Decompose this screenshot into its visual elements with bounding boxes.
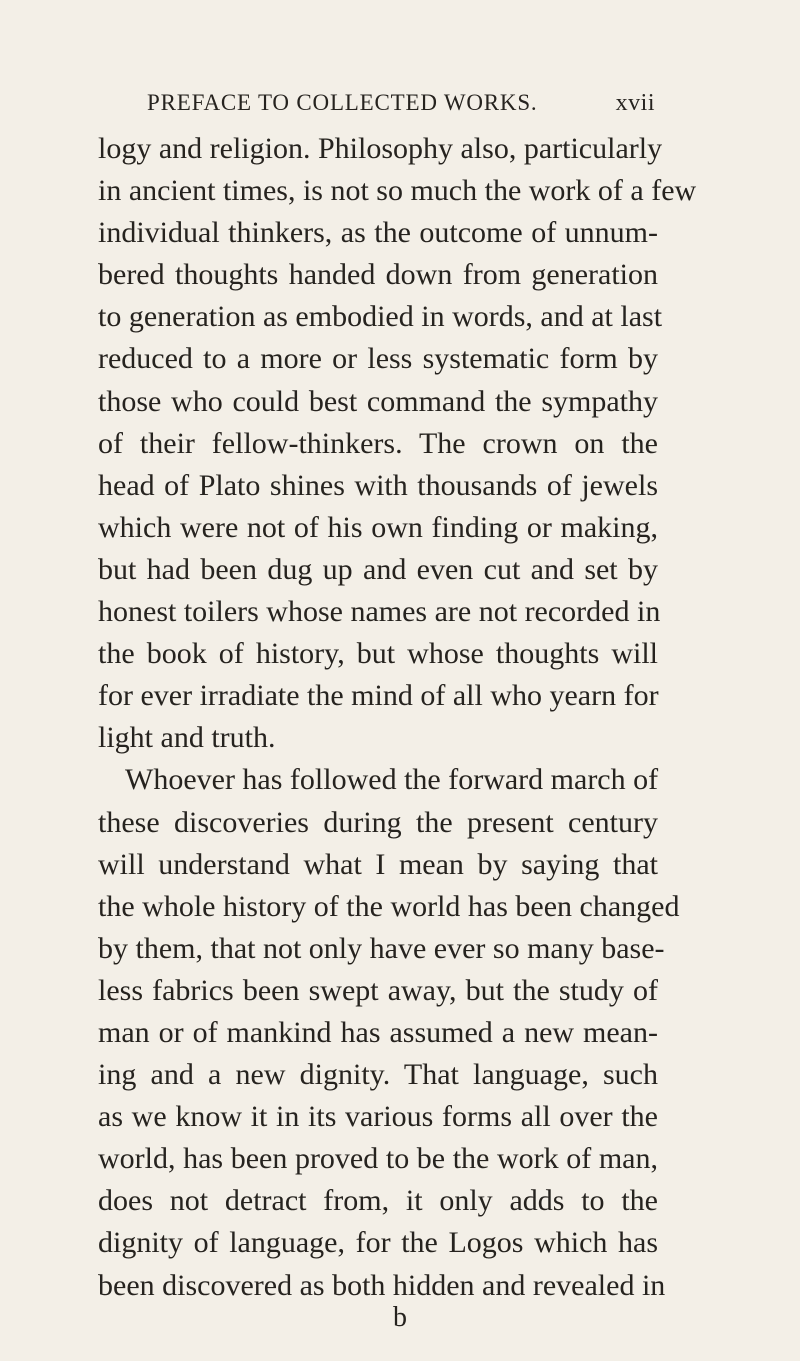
text-line: which were not of his own finding or making, <box>98 510 658 544</box>
text-line: less fabrics been swept away, but the study of <box>98 973 658 1007</box>
text-line: as we know it in its various forms all over the <box>98 1100 658 1134</box>
signature-mark: b <box>393 1302 407 1333</box>
text-line: been discovered as both hidden and revealed in <box>98 1268 666 1302</box>
text-line: the whole history of the world has been changed <box>98 889 680 923</box>
text-line: will understand what I mean by saying that <box>98 847 658 881</box>
text-line: of their fellow-thinkers. The crown on the <box>98 426 658 460</box>
text-line: in ancient times, is not so much the work of a few <box>98 174 697 208</box>
text-line: the book of history, but whose thoughts will <box>98 637 658 671</box>
text-line: logy and religion. Philosophy also, particularly <box>98 132 663 165</box>
text-line: to generation as embodied in words, and at last <box>98 300 663 334</box>
text-line: those who could best command the sympathy <box>98 384 658 418</box>
text-line: ing and a new dignity. That language, such <box>98 1058 658 1092</box>
body-text <box>98 128 697 1307</box>
text-line-paragraph-start: Whoever has followed the forward march of <box>125 763 659 797</box>
text-line: does not detract from, it only adds to the <box>98 1184 658 1218</box>
text-line: these discoveries during the present century <box>98 805 658 839</box>
text-line-paragraph-end: light and truth. <box>98 721 276 755</box>
text-line: world, has been proved to be the work of man, <box>98 1142 658 1176</box>
text-line: but had been dug up and even cut and set by <box>98 552 658 586</box>
text-line: dignity of language, for the Logos which has <box>98 1226 658 1260</box>
text-line: for ever irradiate the mind of all who yearn for <box>98 679 659 713</box>
text-line: bered thoughts handed down from generation <box>98 258 658 292</box>
page-number: xvii <box>615 90 655 116</box>
text-line: individual thinkers, as the outcome of unnum- <box>98 216 658 250</box>
text-line: by them, that not only have ever so many base- <box>98 931 665 965</box>
text-line: reduced to a more or less systematic form by <box>98 342 658 376</box>
text-line: man or of mankind has assumed a new mean- <box>98 1015 658 1049</box>
text-line: honest toilers whose names are not recorded in <box>98 595 661 629</box>
text-line: head of Plato shines with thousands of jewels <box>98 468 658 502</box>
running-head-title: PREFACE TO COLLECTED WORKS. <box>147 90 538 115</box>
